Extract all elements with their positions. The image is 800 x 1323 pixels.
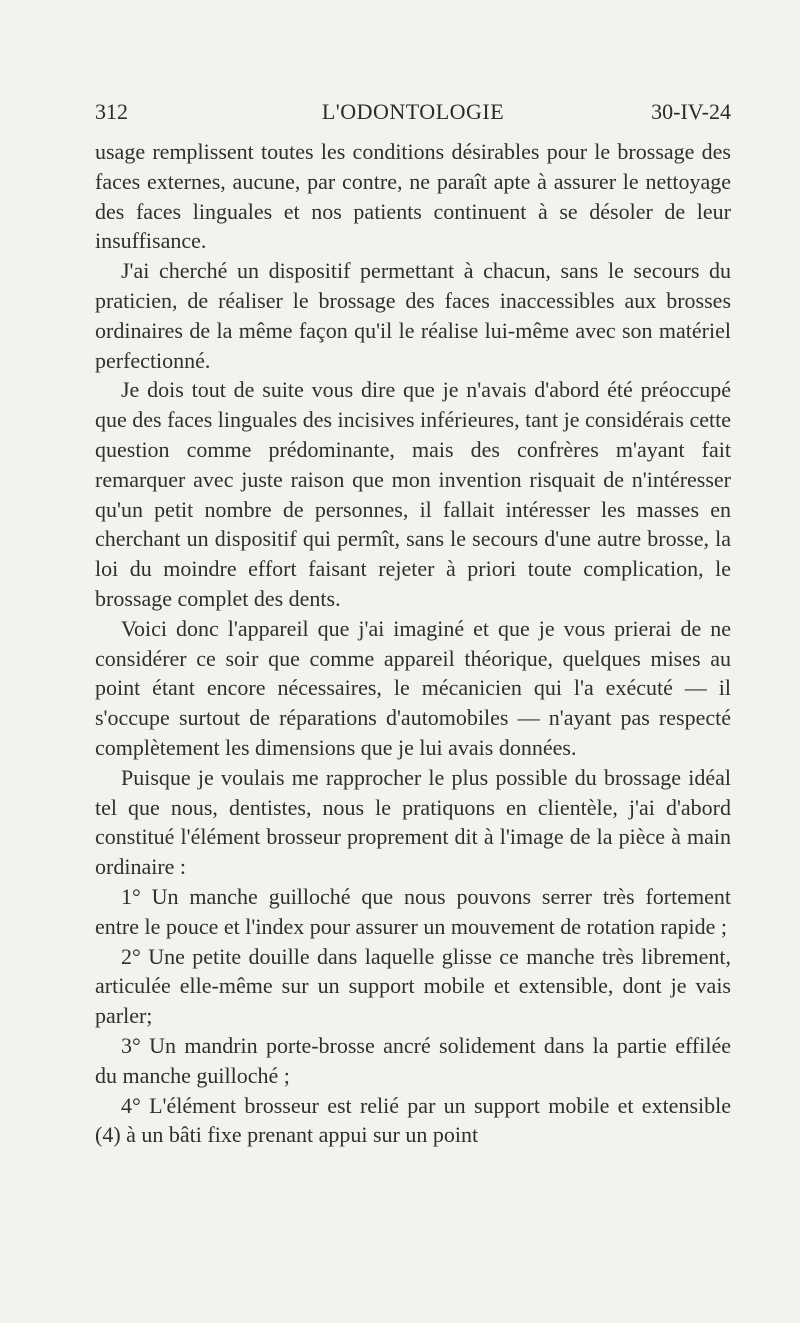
numbered-item: 2° Une petite douille dans laquelle glisse ce manche très librement, articulée elle-même sur un support mobile et extensible, dont je vais parler; xyxy=(95,943,731,1029)
paragraph: Voici donc l'appareil que j'ai imaginé et que je vous prierai de ne considérer ce soir que comme appareil théorique, quelques mises au point étant encore nécessaires, le mécanicien qui l'a exécuté — il s'occupe surtout de réparations d'automobiles — n'ayant pas respecté complètement les dimensions que je lui avais données. xyxy=(95,615,731,760)
paragraph-continuation: usage remplissent toutes les conditions désirables pour le brossage des faces externes, aucune, par contre, ne paraît apte à assurer le nettoyage des faces linguales et nos patients continuent à se désoler de leur insuffisance. xyxy=(95,139,731,254)
paragraph: J'ai cherché un dispositif permettant à chacun, sans le secours du praticien, de réaliser le brossage des faces inaccessibles aux brosses ordinaires de la même façon qu'il le réalise lui-même avec son matériel perfectionné. xyxy=(95,258,731,373)
page-header xyxy=(95,97,731,127)
paragraph: Je dois tout de suite vous dire que je n'avais d'abord été préoccupé que des faces linguales des incisives inférieures, tant je considérais cette question comme prédominante, mais des confrères m'ayant fait remarquer avec juste raison que mon invention risquait de n'intéresser qu'un petit nombre de personnes, il fallait intéresser les masses en cherchant un dispositif qui permît, sans le secours d'une autre brosse, la loi du moindre effort faisant rejeter à priori toute complication, le brossage complet des dents. xyxy=(95,377,731,611)
numbered-item: 1° Un manche guilloché que nous pouvons serrer très fortement entre le pouce et l'index pour assurer un mouvement de rotation rapide ; xyxy=(95,883,731,939)
paragraph: Puisque je voulais me rapprocher le plus possible du brossage idéal tel que nous, dentistes, nous le pratiquons en clientèle, j'ai d'abord constitué l'élément brosseur proprement dit à l'image de la pièce à main ordinaire : xyxy=(95,764,731,880)
article-body xyxy=(95,137,731,1150)
page-number: 312 xyxy=(95,99,128,124)
issue-date: 30-IV-24 xyxy=(651,99,731,124)
numbered-item: 3° Un mandrin porte-brosse ancré solidement dans la partie effilée du manche guilloché ; xyxy=(95,1032,731,1088)
numbered-item: 4° L'élément brosseur est relié par un support mobile et extensible (4) à un bâti fixe prenant appui sur un point xyxy=(95,1092,731,1148)
journal-title: L'ODONTOLOGIE xyxy=(321,99,505,124)
